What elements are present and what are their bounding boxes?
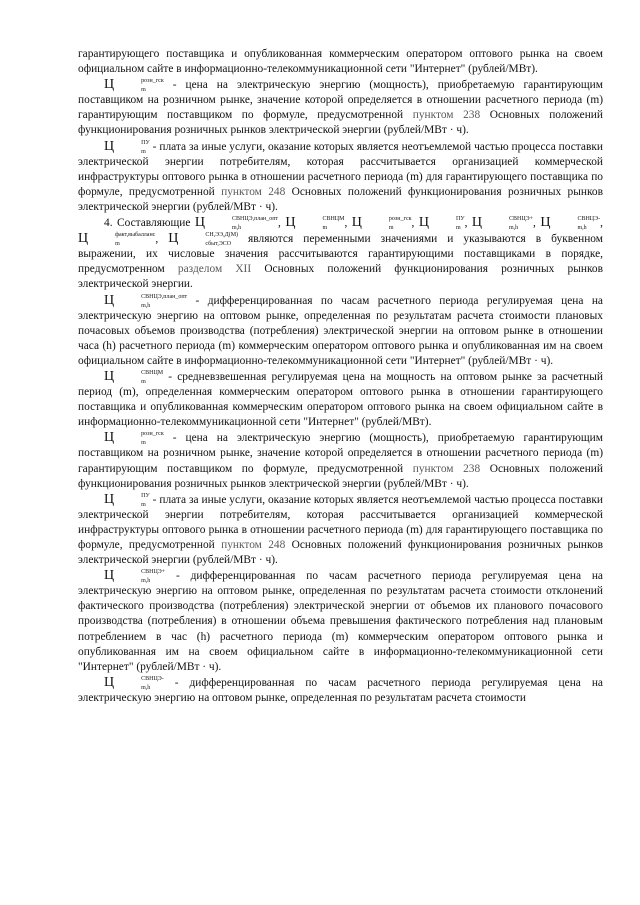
formula-symbol: Ц розн_гск m <box>104 430 164 447</box>
formula-symbol: Ц СВНЦЭ- m,h <box>104 674 164 691</box>
formula-symbol: Ц СВНЦМ m <box>285 215 345 232</box>
formula-symbol-list: Ц СВНЦЭ,план_опт m,h , Ц СВНЦМ m , Ц розн_гск m , Ц ПУ m , Ц СВНЦЭ+ m,h , Ц СВНЦЭ- m,h , Ц факт,выбалланс m , Ц СН,ЭЭ,Д(М) сбыт,ЭСО <box>78 215 603 248</box>
formula-symbol: Ц ПУ m <box>104 491 150 508</box>
formula-symbol: Ц ПУ m <box>104 138 150 155</box>
paragraph-definition: Ц ПУ m - плата за иные услуги, оказание которых является неотъемлемой частью процесса поставки электрической энергии потребителям, которая рассчитывается организацией коммерческой инфраструктуры оптового рынка в отношении расчетного периода (m) для гарантирующего поставщика по формуле, предусмотренной пунктом 248 Основных положений функционирования розничных рынков электрической энергии (рублей/МВт · ч). <box>78 491 603 567</box>
formula-symbol: Ц розн_гск m <box>104 77 164 94</box>
paragraph-definition: Ц СВНЦЭ+ m,h - дифференцированная по часам расчетного периода регулируемая цена на электрическую энергию на оптовом рынке, определенная по результатам расчета стоимости отклонений фактического производства (потребления) электрической энергии от объемов их планового почасового производства (потребления) в отношении объема превышения фактического потребления над плановым потреблением в час (h) расчетного периода (m) коммерческим оператором оптового рынка и опубликованная им на своем официальном сайте в информационно-телекоммуникационной сети "Интернет" (рублей/МВт · ч). <box>78 568 603 673</box>
formula-symbol: Ц СВНЦЭ+ m,h <box>471 215 534 232</box>
formula-symbol: Ц факт,выбалланс m <box>78 231 156 248</box>
paragraph-definition: Ц розн_гск m - цена на электрическую энергию (мощность), приобретаемую гарантирующим поставщиком на розничном рынке, значение которой определяется в отношении расчетного периода (m) гарантирующим поставщиком по формуле, предусмотренной пунктом 238 Основных положений функционирования розничных рынков электрической энергии (рублей/МВт · ч). <box>78 77 603 137</box>
formula-symbol: Ц СВНЦЭ+ m,h <box>104 568 166 585</box>
paragraph-definition: Ц СВНЦЭ- m,h - дифференцированная по часам расчетного периода регулируемая цена на электрическую энергию на оптовом рынке, определенная по результатам расчета стоимости <box>78 674 603 704</box>
paragraph-components: 4. Составляющие Ц СВНЦЭ,план_опт m,h , Ц СВНЦМ m , Ц розн_гск m , Ц ПУ m , Ц СВНЦЭ+ m,h , Ц СВНЦЭ- m,h , Ц факт,выбалланс m , Ц СН,ЭЭ,Д(М) сбыт,ЭСО являются переменными значениями и указываются в буквенном выражении, их числовые значения рассчитываются гарантирующими поставщиками в порядке, предусмотренном разделом XII Основных положений функционирования розничных рынков электрической энергии. <box>78 215 603 291</box>
formula-symbol: Ц СВНЦМ m <box>104 368 164 385</box>
law-reference-link[interactable]: разделом XII <box>177 263 252 276</box>
law-reference-link[interactable]: пунктом 248 <box>221 185 286 198</box>
formula-symbol: Ц ПУ m <box>418 215 465 232</box>
formula-symbol: Ц СВНЦЭ,план_опт m,h <box>194 215 279 232</box>
formula-symbol: Ц розн_гск m <box>351 215 412 232</box>
paragraph-definition: Ц розн_гск m - цена на электрическую энергию (мощность), приобретаемую гарантирующим поставщиком на розничном рынке, значение которой определяется в отношении расчетного периода (m) гарантирующим поставщиком по формуле, предусмотренной пунктом 238 Основных положений функционирования розничных рынков электрической энергии (рублей/МВт · ч). <box>78 430 603 490</box>
paragraph-definition: Ц СВНЦЭ,план_опт m,h - дифференцированная по часам расчетного периода регулируемая цена на электрическую энергию на оптовом рынке, определенная по результатам расчета стоимости плановых почасовых объемов производства (потребления) электрической энергии на оптовом рынке в отношении часа (h) расчетного периода (m) коммерческим оператором оптового рынка и опубликованная им на своем официальном сайте в информационно-телекоммуникационной сети "Интернет" (рублей/МВт · ч). <box>78 292 603 367</box>
paragraph-definition: Ц ПУ m - плата за иные услуги, оказание которых является неотъемлемой частью процесса поставки электрической энергии потребителям, которая рассчитывается организацией коммерческой инфраструктуры оптового рынка в отношении расчетного периода (m) для гарантирующего поставщика по формуле, предусмотренной пунктом 248 Основных положений функционирования розничных рынков электрической энергии (рублей/МВт · ч). <box>78 138 603 213</box>
paragraph: гарантирующего поставщика и опубликованная коммерческим оператором оптового рынка на своем официальном сайте в информационно-телекоммуникационной сети "Интернет" (рублей/МВт). <box>78 48 603 76</box>
formula-symbol: Ц СВНЦЭ- m,h <box>540 215 601 232</box>
law-reference-link[interactable]: пунктом 238 <box>412 462 481 475</box>
law-reference-link[interactable]: пунктом 238 <box>412 109 481 122</box>
paragraph-definition: Ц СВНЦМ m - средневзвешенная регулируемая цена на мощность на оптовом рынке за расчетный период (m), определенная коммерческим оператором оптового рынка в отношении гарантирующего поставщика и опубликованная коммерческим оператором оптового рынка на своем официальном сайте в информационно-телекоммуникационной сети "Интернет" (рублей/МВт). <box>78 368 603 429</box>
law-reference-link[interactable]: пунктом 248 <box>221 539 286 551</box>
formula-symbol: Ц СН,ЭЭ,Д(М) сбыт,ЭСО <box>168 231 239 248</box>
formula-symbol: Ц СВНЦЭ,план_опт m,h <box>104 292 188 309</box>
document-page <box>78 47 603 706</box>
